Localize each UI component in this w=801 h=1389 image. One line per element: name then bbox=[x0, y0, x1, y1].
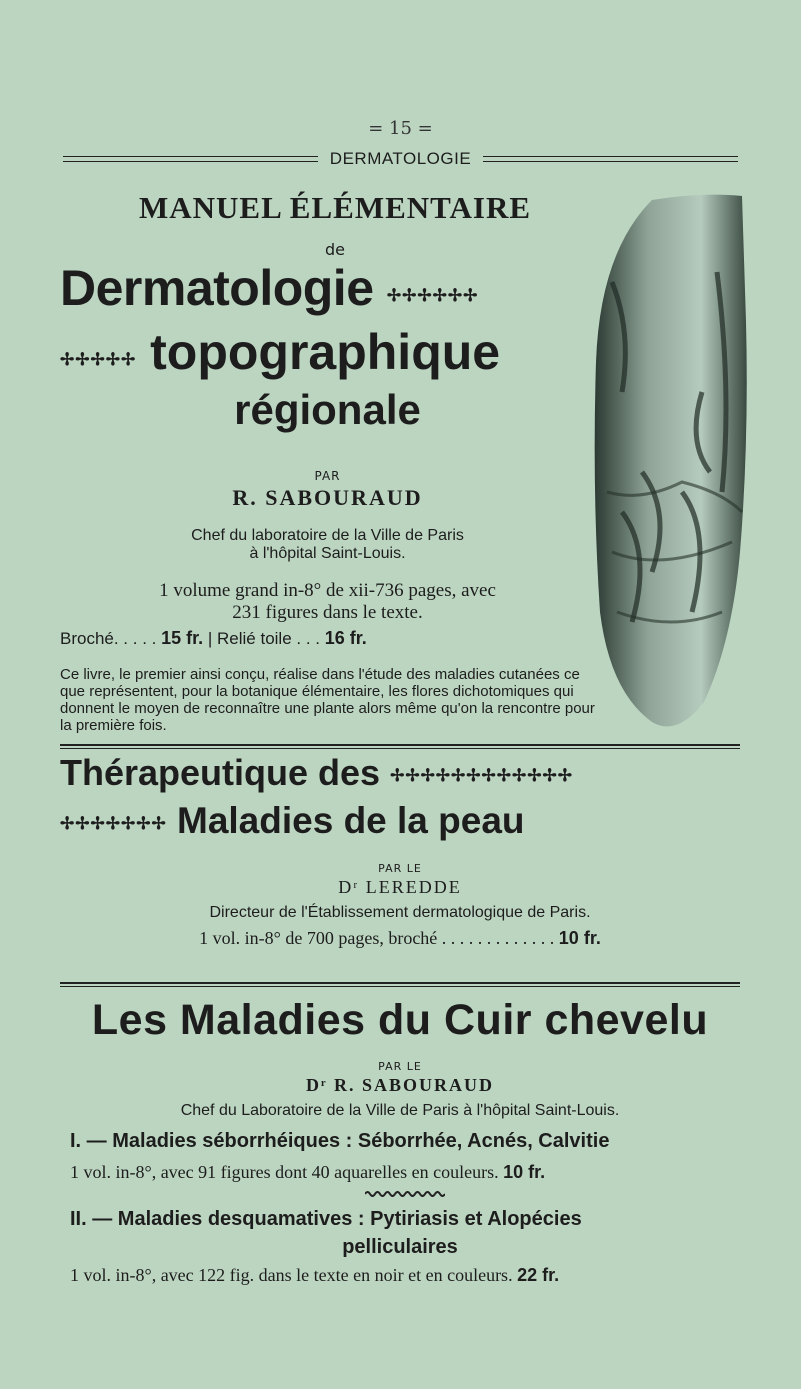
divider bbox=[63, 156, 318, 162]
book3-item2-title-cont: pelliculaires bbox=[342, 1236, 458, 1258]
book1-price bbox=[60, 628, 595, 649]
book3-item1-volume-text: 1 vol. in-8°, avec 91 figures dont 40 aquarelles en couleurs. bbox=[70, 1162, 504, 1182]
divider bbox=[60, 982, 740, 984]
fleuron-icon: ✢✢✢✢✢✢✢✢✢✢✢✢ bbox=[390, 766, 574, 785]
book3-item2-title: II. — Maladies desquamatives : Pytiriasis et Alopécies bbox=[70, 1208, 582, 1230]
book1-relie-price: 16 fr. bbox=[324, 628, 367, 648]
book1-volume bbox=[60, 580, 595, 624]
fleuron-icon: ✢✢✢✢✢✢ bbox=[386, 286, 479, 305]
book1-role-line2: à l'hôpital Saint-Louis. bbox=[249, 545, 406, 562]
book3-title: Les Maladies du Cuir chevelu bbox=[91, 996, 709, 1044]
book2-volume-text: 1 vol. in-8° de 700 pages, broché . . . . . . . . . . . . . bbox=[199, 928, 559, 948]
book1-description: Ce livre, le premier ainsi conçu, réalise dans l'étude des maladies cutanées ce que représentent, pour la botanique élémentaire, les flores dichotomiques qui donnent le moyen de reconnaître une plante alors même qu'on la rencontre pour la première fois. bbox=[60, 666, 595, 734]
book1-title-main bbox=[60, 259, 478, 317]
book2-title-line2-text: Maladies de la peau bbox=[177, 800, 525, 841]
book1-title-de: de bbox=[325, 240, 345, 259]
book1-role bbox=[60, 527, 595, 563]
book2-title-line1 bbox=[60, 752, 573, 794]
book1-broche-label: Broché. . . . . bbox=[60, 629, 162, 648]
book2-author: Dʳ LEREDDE bbox=[338, 877, 462, 897]
book1-title-main-text: Dermatologie bbox=[60, 260, 374, 316]
section-title: DERMATOLOGIE bbox=[329, 149, 472, 168]
divider bbox=[60, 748, 740, 749]
book3-par: PAR LE bbox=[378, 1060, 422, 1073]
book1-title-regionale: régionale bbox=[234, 386, 421, 433]
book3-role: Chef du Laboratoire de la Ville de Paris à l'hôpital Saint-Louis. bbox=[180, 1102, 620, 1119]
book1-title-line1: MANUEL ÉLÉMENTAIRE bbox=[138, 190, 532, 225]
scalp-illustration bbox=[592, 192, 749, 740]
book1-volume-line1: 1 volume grand in-8° de xii-736 pages, avec bbox=[159, 580, 496, 601]
book2-par: PAR LE bbox=[378, 862, 422, 875]
book1-volume-line2: 231 figures dans le texte. bbox=[232, 602, 423, 623]
book3-item2-volume bbox=[70, 1265, 750, 1286]
book1-title-topo bbox=[60, 323, 500, 381]
book2-price: 10 fr. bbox=[558, 928, 601, 948]
book2-role: Directeur de l'Établissement dermatologique de Paris. bbox=[209, 904, 591, 921]
book3-item1-title: I. — Maladies séborrhéiques : Séborrhée, Acnés, Calvitie bbox=[70, 1130, 610, 1152]
divider bbox=[60, 986, 740, 987]
book3-item2-volume-text: 1 vol. in-8°, avec 122 fig. dans le texte en noir et en couleurs. bbox=[70, 1265, 518, 1285]
section-header bbox=[63, 148, 738, 170]
fleuron-icon: ✢✢✢✢✢ bbox=[60, 350, 137, 369]
divider bbox=[60, 744, 740, 746]
book2-volume bbox=[60, 928, 740, 949]
divider bbox=[483, 156, 738, 162]
book3-item1-volume bbox=[70, 1162, 750, 1183]
book1-par: PAR bbox=[314, 469, 341, 483]
wavy-divider bbox=[365, 1190, 445, 1198]
page-number: = 15 = bbox=[368, 118, 433, 139]
book1-broche-price: 15 fr. bbox=[161, 628, 204, 648]
book1-role-line1: Chef du laboratoire de la Ville de Paris bbox=[191, 527, 464, 544]
book1-title-topo-text: topographique bbox=[150, 324, 501, 380]
book1-relie-label: | Relié toile . . . bbox=[203, 629, 325, 648]
book1-author: R. SABOURAUD bbox=[232, 485, 423, 510]
book3-item1-price: 10 fr. bbox=[503, 1162, 546, 1182]
fleuron-icon: ✢✢✢✢✢✢✢ bbox=[60, 814, 167, 833]
book3-item2-price: 22 fr. bbox=[517, 1265, 560, 1285]
book2-title-line2 bbox=[60, 800, 525, 842]
book3-author: Dʳ R. SABOURAUD bbox=[305, 1075, 495, 1095]
book2-title-line1-text: Thérapeutique des bbox=[60, 752, 381, 793]
